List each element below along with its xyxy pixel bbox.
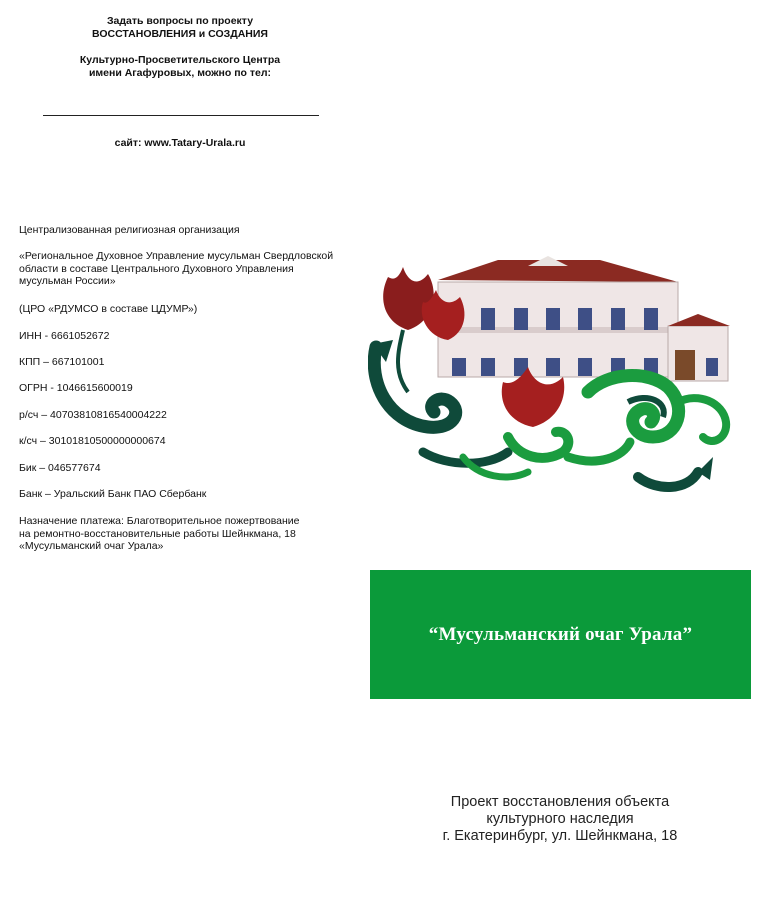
contact-line-2: ВОССТАНОВЛЕНИЯ и СОЗДАНИЯ	[92, 28, 268, 40]
banner-title: “Мусульманский очаг Урала”	[428, 623, 693, 645]
ogrn-value: ОГРН - 1046615600019	[19, 382, 133, 394]
bank-name: Банк – Уральский Банк ПАО Сбербанк	[19, 488, 207, 500]
payment-purpose-line-3: «Мусульманский очаг Урала»	[19, 540, 164, 552]
rs-account: р/сч – 40703810816540004222	[19, 409, 167, 421]
contact-line-4: имени Агафуровых, можно по тел:	[88, 67, 272, 79]
contact-line-1: Задать вопросы по проекту	[106, 15, 254, 27]
project-line-2: культурного наследия	[486, 811, 634, 827]
org-type: Централизованная религиозная организация	[19, 224, 240, 236]
inn-value: ИНН - 6661052672	[19, 330, 110, 342]
contact-line-3: Культурно-Просветительского Центра	[79, 54, 281, 66]
payment-purpose-line-2: на ремонтно-восстановительные работы Шейнкмана, 18	[19, 527, 296, 540]
phone-blank-line	[43, 115, 319, 116]
project-line-1: Проект восстановления объекта	[450, 794, 670, 810]
project-description	[400, 794, 720, 845]
payment-purpose-line-1: Назначение платежа: Благотворительное пожертвование	[19, 515, 300, 527]
kpp-value: КПП – 667101001	[19, 356, 105, 368]
contact-heading	[20, 15, 340, 80]
title-banner	[370, 570, 751, 699]
building-ornament-illustration	[368, 252, 748, 502]
project-line-3: г. Екатеринбург, ул. Шейнкмана, 18	[442, 828, 678, 844]
org-name: «Региональное Духовное Управление мусульман Свердловской области в составе Центрального Духовного Управления мусульман России»	[19, 250, 334, 287]
payment-purpose	[19, 515, 349, 553]
site-link[interactable]: сайт: www.Tatary-Urala.ru	[114, 137, 246, 149]
org-short-name: (ЦРО «РДУМСО в составе ЦДУМР»)	[19, 303, 198, 315]
ks-account: к/сч – 30101810500000000674	[19, 435, 166, 447]
bik-value: Бик – 046577674	[19, 462, 101, 474]
